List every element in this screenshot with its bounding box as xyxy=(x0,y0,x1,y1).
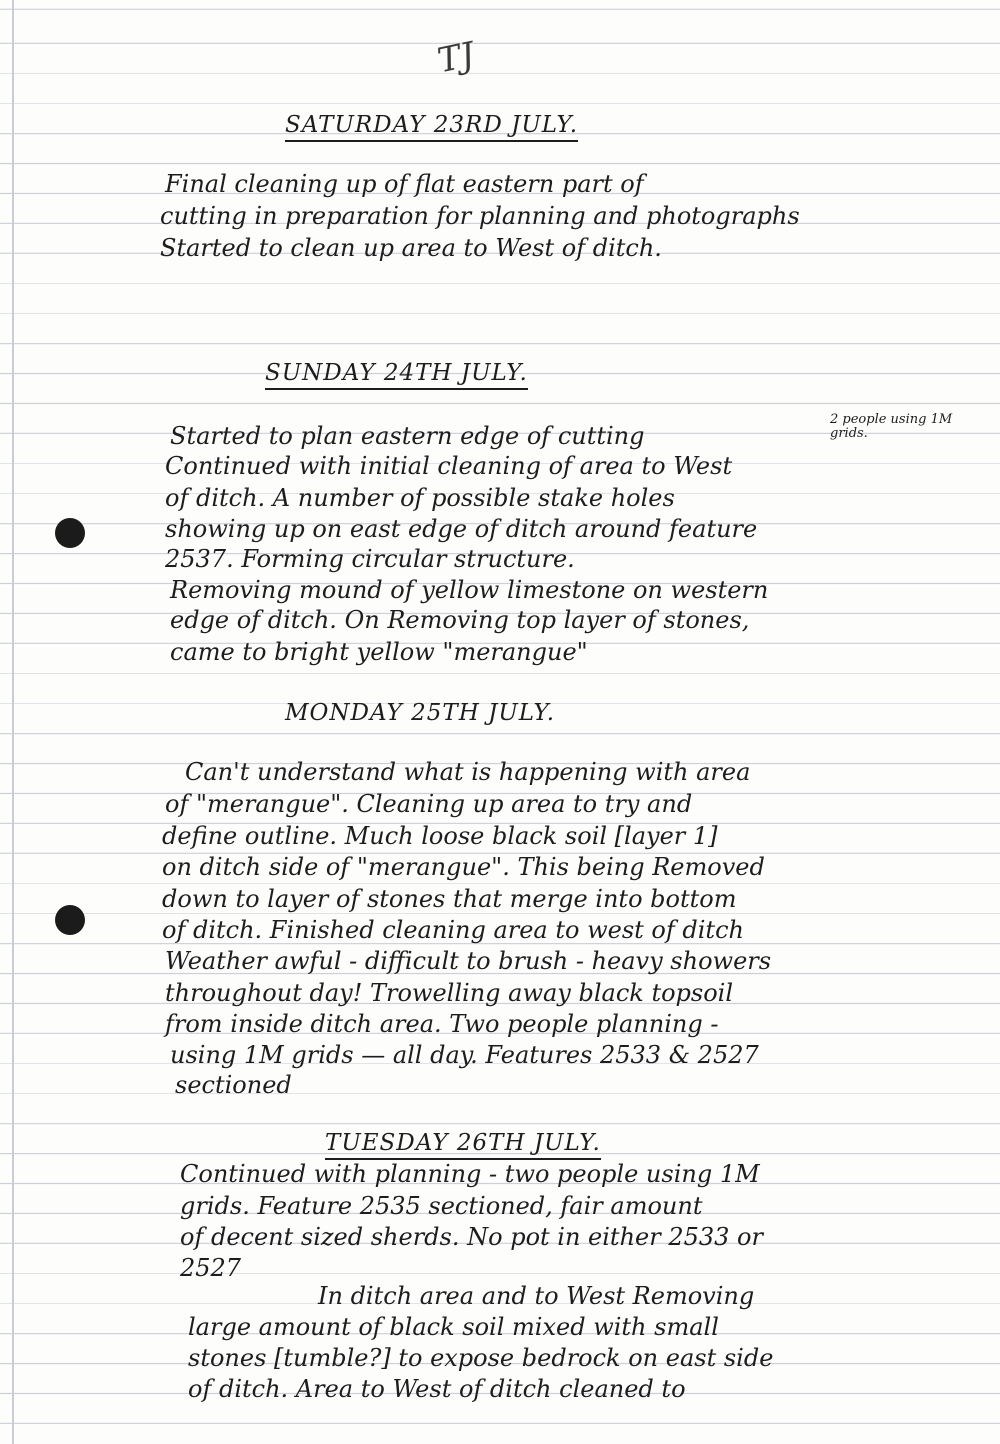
entry-line: from inside ditch area. Two people planning - xyxy=(165,1010,719,1038)
entry-line: Weather awful - difficult to brush - heavy showers xyxy=(165,947,772,975)
entry-line: of decent sized sherds. No pot in either 2533 or xyxy=(180,1223,763,1251)
entry-line: Started to plan eastern edge of cutting xyxy=(170,422,645,450)
entry-heading-sunday xyxy=(265,360,528,386)
entry-heading-monday xyxy=(285,700,555,726)
entry-heading-tuesday xyxy=(325,1130,601,1156)
entry-line: edge of ditch. On Removing top layer of stones, xyxy=(170,606,750,634)
entry-line: on ditch side of "merangue". This being Removed xyxy=(162,853,765,881)
entry-line: grids. Feature 2535 sectioned, fair amount xyxy=(180,1192,703,1220)
margin-note: 2 people using 1M grids. xyxy=(830,412,953,441)
entry-line: stones [tumble?] to expose bedrock on east side xyxy=(188,1344,774,1372)
entry-line: sectioned xyxy=(175,1071,292,1099)
entry-heading-text: SATURDAY 23RD JULY. xyxy=(285,112,578,142)
entry-line: of "merangue". Cleaning up area to try and xyxy=(165,790,693,818)
punch-hole-bottom xyxy=(55,905,85,935)
entry-line: Can't understand what is happening with area xyxy=(185,758,751,786)
margin-line xyxy=(12,0,14,1444)
entry-heading-saturday xyxy=(285,112,578,138)
entry-line: of ditch. Area to West of ditch cleaned to xyxy=(188,1375,686,1403)
entry-line: throughout day! Trowelling away black topsoil xyxy=(165,979,734,1007)
entry-line: 2537. Forming circular structure. xyxy=(165,545,575,573)
entry-line: showing up on east edge of ditch around feature xyxy=(165,515,758,543)
entry-line: down to layer of stones that merge into bottom xyxy=(162,885,737,913)
entry-line: define outline. Much loose black soil [layer 1] xyxy=(162,822,718,850)
entry-line: of ditch. Finished cleaning area to west of ditch xyxy=(162,916,744,944)
entry-line: using 1M grids — all day. Features 2533 & 2527 xyxy=(170,1041,759,1069)
entry-line: cutting in preparation for planning and photographs xyxy=(160,202,800,230)
entry-line: In ditch area and to West Removing xyxy=(318,1282,755,1310)
entry-line: 2527 xyxy=(180,1254,242,1282)
initials-mark: TJ xyxy=(434,34,479,82)
entry-line: Continued with initial cleaning of area to West xyxy=(165,452,733,480)
punch-hole-top xyxy=(55,518,85,548)
entry-heading-text: MONDAY 25TH JULY. xyxy=(285,700,556,726)
entry-line: Started to clean up area to West of ditch. xyxy=(160,234,662,262)
entry-heading-text: TUESDAY 26TH JULY. xyxy=(325,1130,601,1160)
entry-line: came to bright yellow "merangue" xyxy=(170,638,588,666)
entry-line: of ditch. A number of possible stake holes xyxy=(165,484,675,512)
entry-line: Removing mound of yellow limestone on western xyxy=(170,576,769,604)
entry-line: large amount of black soil mixed with small xyxy=(188,1313,719,1341)
entry-line: Final cleaning up of flat eastern part of xyxy=(165,170,644,198)
entry-heading-text: SUNDAY 24TH JULY. xyxy=(265,360,528,390)
entry-line: Continued with planning - two people using 1M xyxy=(180,1160,760,1188)
